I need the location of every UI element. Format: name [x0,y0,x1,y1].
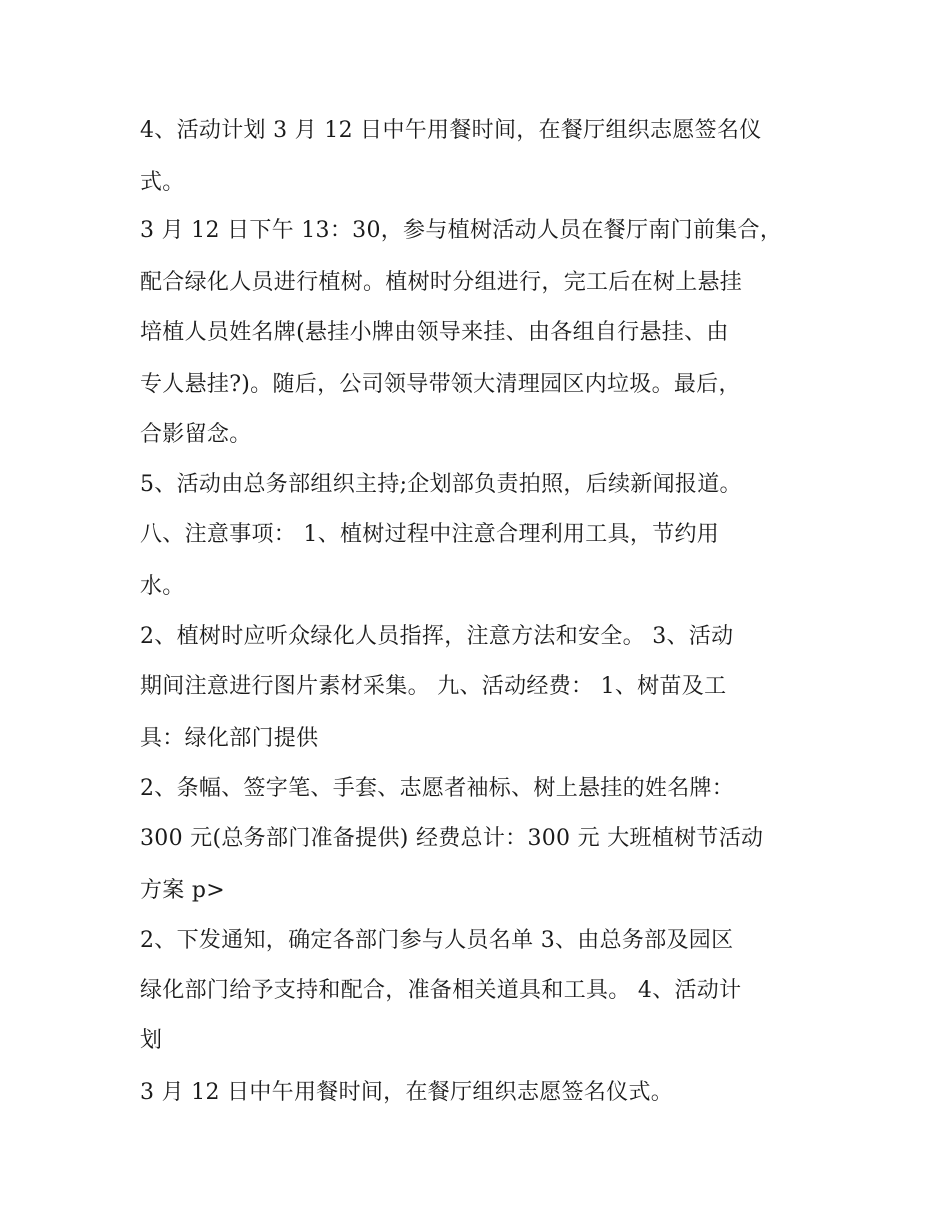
text-line: 水。 [140,574,185,599]
text-line: 方案 p> [140,878,226,903]
text-line: 3 月 12 日中午用餐时间，在餐厅组织志愿签名仪式。 [140,1080,674,1105]
text-line: 2、条幅、签字笔、手套、志愿者袖标、树上悬挂的姓名牌： [140,776,735,801]
text-line: 具：绿化部门提供 [140,726,319,751]
text-line: 4、活动计划 3 月 12 日中午用餐时间，在餐厅组织志愿签名仪 [140,118,762,143]
text-line: 3 月 12 日下午 13：30，参与植树活动人员在餐厅南门前集合， [140,218,783,243]
text-line: 式。 [140,170,185,195]
text-line: 划 [140,1028,163,1053]
text-line: 300 元(总务部门准备提供) 经费总计：300 元 大班植树节活动 [140,826,764,851]
text-line: 专人悬挂?)。随后，公司领导带领大清理园区内垃圾。最后， [140,372,741,397]
text-line: 合影留念。 [140,422,252,447]
text-line: 八、注意事项： 1、植树过程中注意合理利用工具，节约用 [140,522,720,547]
text-line: 配合绿化人员进行植树。植树时分组进行，完工后在树上悬挂 [140,270,743,295]
text-line: 2、下发通知，确定各部门参与人员名单 3、由总务部及园区 [140,928,734,953]
text-line: 5、活动由总务部组织主持;企划部负责拍照，后续新闻报道。 [140,472,742,497]
text-line: 培植人员姓名牌(悬挂小牌由领导来挂、由各组自行悬挂、由 [140,320,729,345]
text-line: 期间注意进行图片素材采集。 九、活动经费： 1、树苗及工 [140,674,727,699]
text-line: 绿化部门给予支持和配合，准备相关道具和工具。 4、活动计 [140,978,742,1003]
text-line: 2、植树时应听众绿化人员指挥，注意方法和安全。 3、活动 [140,624,734,649]
